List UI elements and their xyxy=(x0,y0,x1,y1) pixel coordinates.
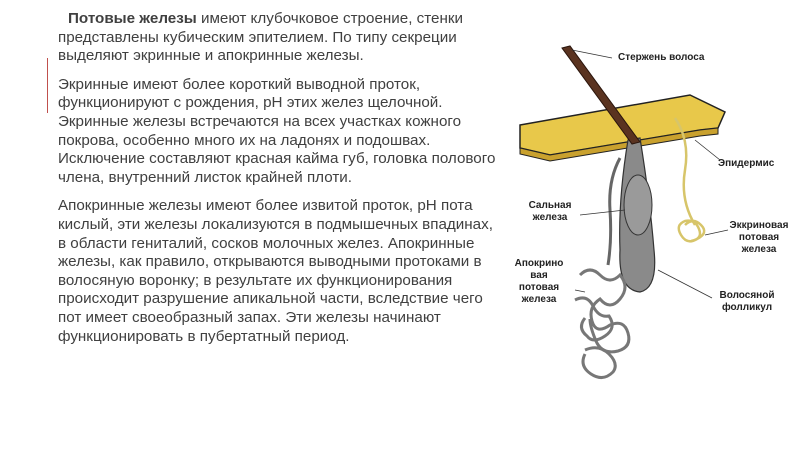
label-sebaceous-line-1: Сальная xyxy=(528,200,572,211)
label-sebaceous-line-2: железа xyxy=(532,212,568,223)
label-apocrine-line-1: Апокрино xyxy=(514,258,564,269)
label-apocrine-line-3: потовая xyxy=(518,282,560,293)
label-eccrine-gland xyxy=(728,220,790,256)
label-hair-shaft: Стержень волоса xyxy=(618,52,705,63)
label-sebaceous-gland xyxy=(520,200,580,224)
accent-line xyxy=(47,58,48,113)
label-eccrine-line-1: Эккриновая xyxy=(729,220,789,231)
label-eccrine-line-2: потовая xyxy=(738,232,780,243)
label-hair-follicle xyxy=(712,290,782,314)
sweat-gland-diagram xyxy=(490,30,800,450)
paragraph-3: Апокринные железы имеют более извитой проток, рН пота кислый, эти железы локализуются в подмышечных впадинах, в области гениталий, сосков молочных желез. Апокринные железы, как правило, открываются выводными протоками в волосяную воронку; в результате их функционирования происходит разрушение апикальной части, вследствие чего пот имеет своеобразный запах. Эти железы начинают функционировать в пубертатный период. xyxy=(58,197,493,345)
paragraph-2: Экринные имеют более короткий выводной проток, функционируют с рождения, рН этих желез щелочной. Экринные железы встречаются на всех участках кожного покрова, особенно много их на ладонях и подошвах. Исключение составляют красная кайма губ, головка полового члена, внутренний листок крайней плоти. xyxy=(58,75,496,186)
text-column xyxy=(58,10,498,356)
paragraph-1 xyxy=(58,10,498,66)
label-apocrine-line-4: железа xyxy=(521,294,557,305)
label-eccrine-line-3: железа xyxy=(741,244,777,255)
label-follicle-line-2: фолликул xyxy=(721,302,773,313)
eccrine-gland-coil xyxy=(679,221,704,242)
sebaceous-gland xyxy=(624,175,652,235)
label-follicle-line-1: Волосяной xyxy=(719,290,775,301)
paragraph-1-bold: Потовые железы xyxy=(68,10,197,27)
label-epidermis: Эпидермис xyxy=(718,158,775,169)
label-apocrine-gland xyxy=(508,258,570,306)
label-apocrine-line-2: вая xyxy=(530,270,548,281)
paragraph-1-text: имеют клубочковое строение, стенки представлены кубическим эпителием. По типу секреции выделяют экринные и апокринные железы. xyxy=(58,10,463,65)
apocrine-gland-coil xyxy=(575,270,629,378)
